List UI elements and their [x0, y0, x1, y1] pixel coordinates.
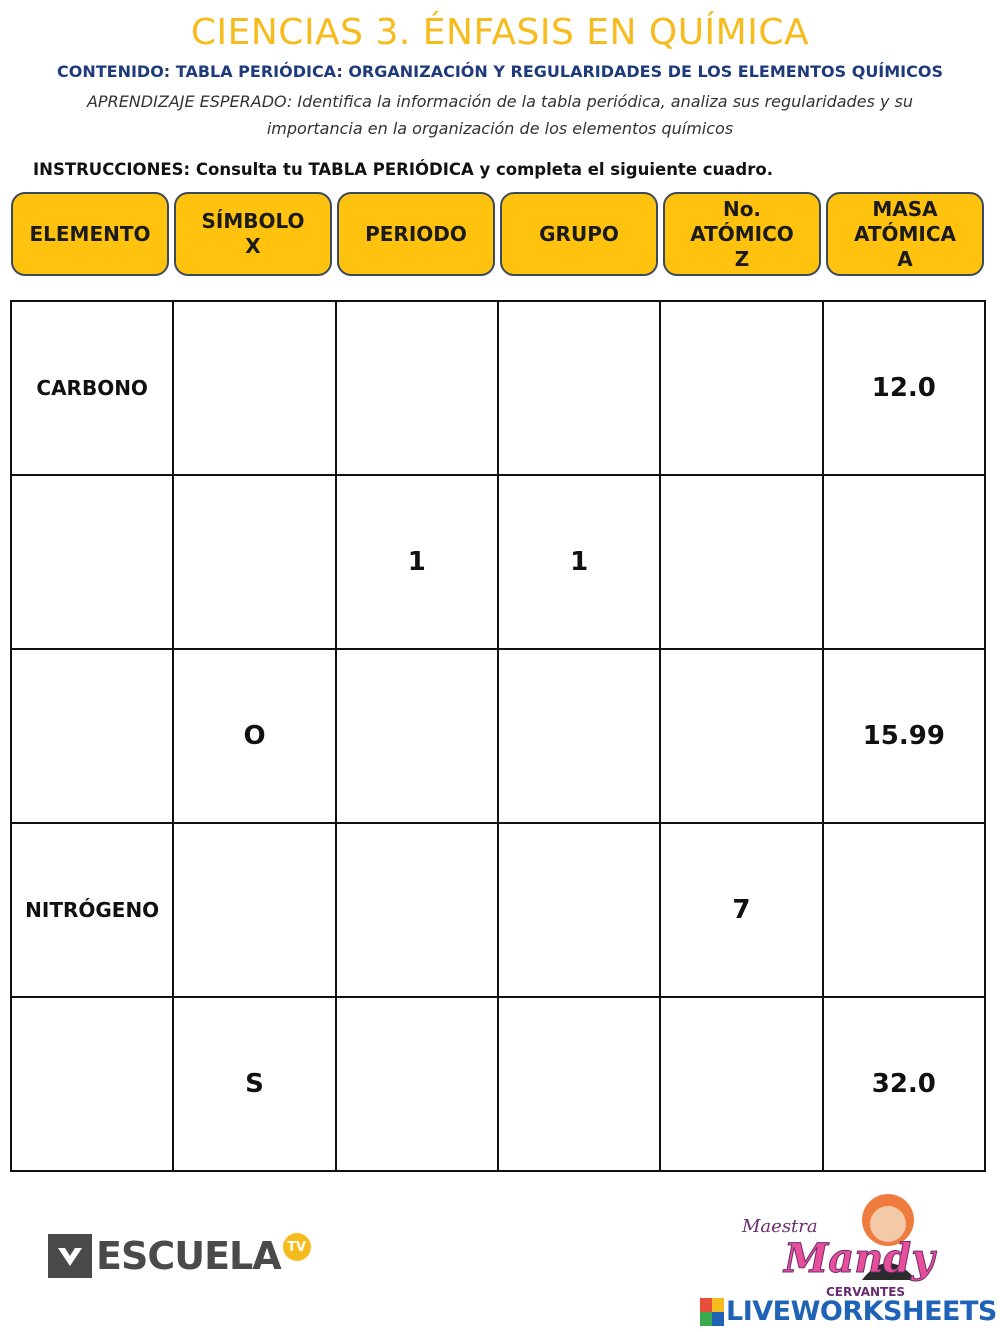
cell-elemento[interactable]: CARBONO	[11, 301, 173, 475]
elements-table	[10, 300, 986, 1172]
cell-grupo[interactable]: 1	[498, 475, 660, 649]
cell-periodo[interactable]: 1	[336, 475, 498, 649]
cell-periodo[interactable]	[336, 997, 498, 1171]
learning-objective	[30, 88, 970, 142]
cell-masa-atomica[interactable]: 15.99	[823, 649, 985, 823]
maestra-mandy-logo	[740, 1180, 940, 1300]
table-row	[11, 301, 985, 475]
header-simbolo: SÍMBOLO X	[174, 192, 332, 276]
cell-grupo[interactable]	[498, 997, 660, 1171]
cell-numero-atomico[interactable]	[660, 649, 822, 823]
cell-periodo[interactable]	[336, 649, 498, 823]
header-periodo: PERIODO	[337, 192, 495, 276]
svg-text:Maestra: Maestra	[742, 1216, 818, 1237]
cell-numero-atomico[interactable]	[660, 475, 822, 649]
cell-grupo[interactable]	[498, 823, 660, 997]
cell-simbolo[interactable]	[173, 301, 335, 475]
table-row	[11, 649, 985, 823]
cell-masa-atomica[interactable]	[823, 475, 985, 649]
cell-simbolo[interactable]	[173, 823, 335, 997]
instructions: INSTRUCCIONES: Consulta tu TABLA PERIÓDICA y completa el siguiente cuadro.	[33, 160, 773, 179]
cell-grupo[interactable]	[498, 649, 660, 823]
cell-elemento[interactable]	[11, 475, 173, 649]
cell-simbolo[interactable]	[173, 475, 335, 649]
cell-elemento[interactable]: NITRÓGENO	[11, 823, 173, 997]
cell-elemento[interactable]	[11, 649, 173, 823]
svg-text:Mandy: Mandy	[784, 1235, 935, 1282]
escuela-logo-text: ESCUELA	[96, 1234, 281, 1278]
table-row	[11, 475, 985, 649]
escuela-mark-icon	[48, 1234, 92, 1278]
liveworksheets-logo	[700, 1296, 997, 1327]
cell-grupo[interactable]	[498, 301, 660, 475]
learning-objective-line1: APRENDIZAJE ESPERADO: Identifica la información de la tabla periódica, analiza sus regularidades y su	[86, 92, 913, 111]
cell-periodo[interactable]	[336, 301, 498, 475]
escuela-tv-logo	[48, 1232, 311, 1280]
cell-simbolo[interactable]: S	[173, 997, 335, 1171]
cell-masa-atomica[interactable]	[823, 823, 985, 997]
cell-masa-atomica[interactable]: 12.0	[823, 301, 985, 475]
svg-text:CERVANTES: CERVANTES	[826, 1285, 906, 1299]
page-title: CIENCIAS 3. ÉNFASIS EN QUÍMICA	[190, 12, 810, 53]
cell-numero-atomico[interactable]	[660, 997, 822, 1171]
cell-elemento[interactable]	[11, 997, 173, 1171]
cell-numero-atomico[interactable]: 7	[660, 823, 822, 997]
cell-numero-atomico[interactable]	[660, 301, 822, 475]
header-elemento: ELEMENTO	[11, 192, 169, 276]
liveworksheets-icon	[700, 1298, 724, 1326]
cell-periodo[interactable]	[336, 823, 498, 997]
column-headers	[0, 192, 1000, 280]
liveworksheets-text: LIVEWORKSHEETS	[726, 1296, 997, 1327]
table-row	[11, 823, 985, 997]
header-masa-atomica: MASA ATÓMICA A	[826, 192, 984, 276]
cell-simbolo[interactable]: O	[173, 649, 335, 823]
header-numero-atomico: No. ATÓMICO Z	[663, 192, 821, 276]
cell-masa-atomica[interactable]: 32.0	[823, 997, 985, 1171]
tv-badge: TV	[283, 1233, 311, 1261]
header-grupo: GRUPO	[500, 192, 658, 276]
table-row	[11, 997, 985, 1171]
learning-objective-line2: importancia en la organización de los elementos químicos	[266, 119, 734, 138]
content-subtitle: CONTENIDO: TABLA PERIÓDICA: ORGANIZACIÓN Y REGULARIDADES DE LOS ELEMENTOS QUÍMICOS	[57, 62, 943, 81]
